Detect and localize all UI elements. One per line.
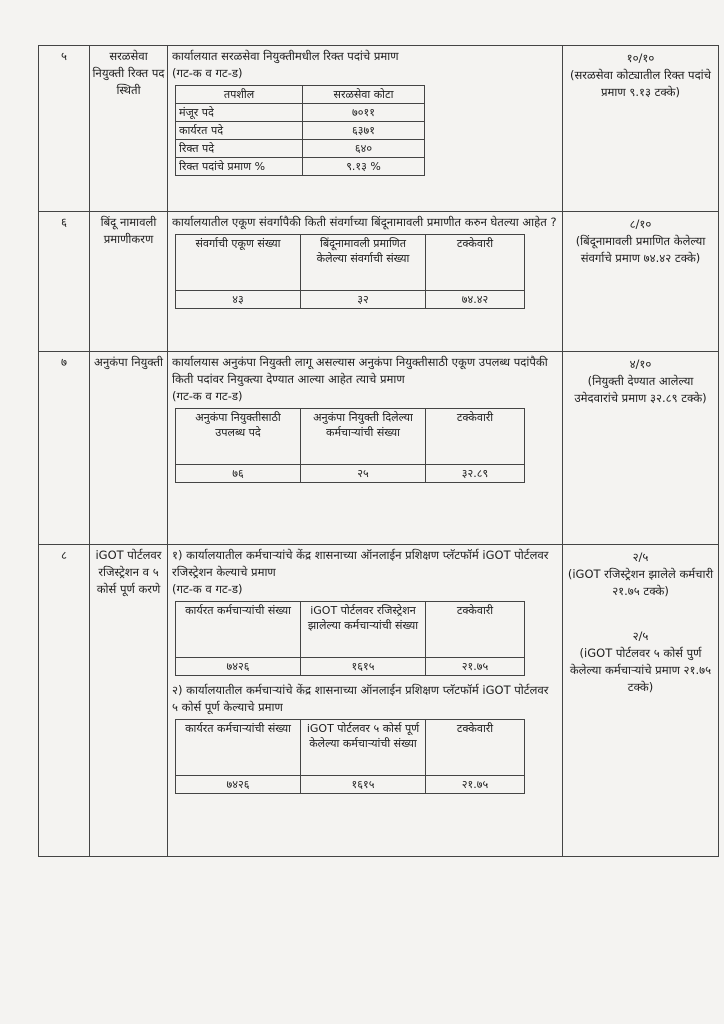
topic-cell xyxy=(90,545,168,857)
subtable-value: १६१५ xyxy=(301,658,426,676)
subtable-header: टक्केवारी xyxy=(426,409,525,465)
score-cell xyxy=(563,352,719,545)
subtable-header: संवर्गाची एकूण संख्या xyxy=(176,235,301,291)
topic-cell xyxy=(90,212,168,352)
topic-cell xyxy=(90,46,168,212)
roster-subtable xyxy=(175,234,525,309)
score-value: ८/१० xyxy=(629,217,652,231)
score-value: ४/१० xyxy=(629,357,652,371)
subtable-header: कार्यरत कर्मचाऱ्यांची संख्या xyxy=(176,720,301,776)
score-note: (सरळसेवा कोट्यातील रिक्त पदांचे प्रमाण ९.१३ टक्के) xyxy=(570,68,711,99)
subtable-value: ७४२६ xyxy=(176,658,301,676)
subtable-header: कार्यरत कर्मचाऱ्यांची संख्या xyxy=(176,602,301,658)
subtable-value: १६१५ xyxy=(301,776,426,794)
topic-label: अनुकंपा नियुक्ती xyxy=(94,355,163,369)
subtable-key: कार्यरत पदे xyxy=(176,122,303,140)
topic-label: iGOT पोर्टलवर रजिस्ट्रेशन व ५ कोर्स पूर्ण करणे xyxy=(95,548,162,596)
igot-courses-subtable xyxy=(175,719,525,794)
topic-label: बिंदू नामावली प्रमाणीकरण xyxy=(100,215,157,246)
description-text: १) कार्यालयातील कर्मचाऱ्यांचे केंद्र शासनाच्या ऑनलाईन प्रशिक्षण प्लॅटफॉर्म iGOT पोर्टलवर रजिस्ट्रेशन केल्याचे प्रमाण xyxy=(172,548,549,579)
subtable-value: २१.७५ xyxy=(426,658,525,676)
subtable-value: २१.७५ xyxy=(426,776,525,794)
row-number: ५ xyxy=(61,49,67,63)
table-row xyxy=(39,212,719,352)
subtable-value: ३२.८९ xyxy=(426,465,525,483)
subtable-header: टक्केवारी xyxy=(426,602,525,658)
group-text: (गट-क व गट-ड) xyxy=(172,389,243,403)
row-number-cell xyxy=(39,212,90,352)
subtable-header: सरळसेवा कोटा xyxy=(303,86,425,104)
description-cell xyxy=(168,545,563,857)
subtable-key: रिक्त पदे xyxy=(176,140,303,158)
subtable-key: मंजूर पदे xyxy=(176,104,303,122)
score-cell xyxy=(563,46,719,212)
score-cell xyxy=(563,545,719,857)
subtable-value: ७४.४२ xyxy=(426,291,525,309)
score-note: (iGOT रजिस्ट्रेशन झालेले कर्मचारी २१.७५ टक्के) xyxy=(567,567,714,598)
description-cell xyxy=(168,46,563,212)
topic-cell xyxy=(90,352,168,545)
vacancy-subtable xyxy=(175,85,425,176)
row-number: ६ xyxy=(61,215,67,229)
score-value: १०/१० xyxy=(626,51,655,65)
subtable-header: तपशील xyxy=(176,86,303,104)
subtable-header: टक्केवारी xyxy=(426,235,525,291)
description-text: कार्यालयातील एकूण संवर्गापैकी किती संवर्गाच्या बिंदूनामावली प्रमाणीत करुन घेतल्या आहेत ? xyxy=(172,215,557,229)
row-number: ८ xyxy=(61,548,67,562)
description-text: कार्यालयात सरळसेवा नियुक्तीमधील रिक्त पदांचे प्रमाण xyxy=(172,49,399,63)
description-text: कार्यालयास अनुकंपा नियुक्ती लागू असल्यास अनुकंपा नियुक्तीसाठी एकूण उपलब्ध पदांपैकी किती पदांवर नियुक्त्या देण्यात आल्या आहेत त्याचे प्रमाण xyxy=(172,355,548,386)
group-text: (गट-क व गट-ड) xyxy=(172,66,243,80)
score-value: २/५ xyxy=(632,550,649,564)
score-note: (बिंदूनामावली प्रमाणित केलेल्या संवर्गाचे प्रमाण ७४.४२ टक्के) xyxy=(575,234,706,265)
row-number-cell xyxy=(39,352,90,545)
topic-label: सरळसेवा नियुक्ती रिक्त पद स्थिती xyxy=(92,49,165,97)
table-row xyxy=(39,46,719,212)
subtable-key: रिक्त पदांचे प्रमाण % xyxy=(176,158,303,176)
row-number: ७ xyxy=(61,355,67,369)
subtable-header: अनुकंपा नियुक्तीसाठी उपलब्ध पदे xyxy=(176,409,301,465)
subtable-value: ९.१३ % xyxy=(303,158,425,176)
group-text: (गट-क व गट-ड) xyxy=(172,582,243,596)
subtable-header: बिंदूनामावली प्रमाणित केलेल्या संवर्गाची संख्या xyxy=(301,235,426,291)
subtable-value: ६४० xyxy=(303,140,425,158)
subtable-value: ३२ xyxy=(301,291,426,309)
evaluation-table xyxy=(38,45,719,857)
subtable-value: २५ xyxy=(301,465,426,483)
subtable-header: टक्केवारी xyxy=(426,720,525,776)
score-note: (iGOT पोर्टलवर ५ कोर्स पुर्ण केलेल्या कर्मचाऱ्यांचे प्रमाण २१.७५ टक्के) xyxy=(569,646,712,694)
score-cell xyxy=(563,212,719,352)
subtable-value: ६३७१ xyxy=(303,122,425,140)
score-value: २/५ xyxy=(632,629,649,643)
row-number-cell xyxy=(39,46,90,212)
igot-registration-subtable xyxy=(175,601,525,676)
compassionate-subtable xyxy=(175,408,525,483)
score-note: (नियुक्ती देण्यात आलेल्या उमेदवारांचे प्रमाण ३२.८९ टक्के) xyxy=(574,374,707,405)
table-row xyxy=(39,352,719,545)
description-cell xyxy=(168,352,563,545)
subtable-value: ७०११ xyxy=(303,104,425,122)
table-row xyxy=(39,545,719,857)
subtable-header: अनुकंपा नियुक्ती दिलेल्या कर्मचाऱ्यांची संख्या xyxy=(301,409,426,465)
row-number-cell xyxy=(39,545,90,857)
subtable-header: iGOT पोर्टलवर ५ कोर्स पूर्ण केलेल्या कर्मचाऱ्यांची संख्या xyxy=(301,720,426,776)
subtable-value: ४३ xyxy=(176,291,301,309)
description-text: २) कार्यालयातील कर्मचाऱ्यांचे केंद्र शासनाच्या ऑनलाईन प्रशिक्षण प्लॅटफॉर्म iGOT पोर्टलवर ५ कोर्स पूर्ण केल्याचे प्रमाण xyxy=(172,683,549,714)
subtable-header: iGOT पोर्टलवर रजिस्ट्रेशन झालेल्या कर्मचाऱ्यांची संख्या xyxy=(301,602,426,658)
subtable-value: ७६ xyxy=(176,465,301,483)
subtable-value: ७४२६ xyxy=(176,776,301,794)
description-cell xyxy=(168,212,563,352)
